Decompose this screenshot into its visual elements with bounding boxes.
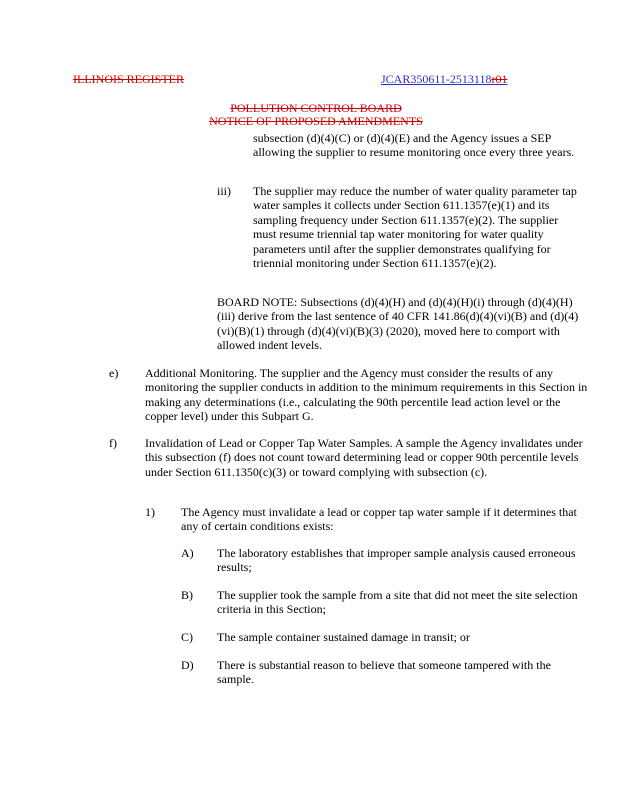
item-A-text: The laboratory establishes that improper sample analysis caused erroneous results; <box>217 546 576 575</box>
register-header: ILLINOIS REGISTER <box>73 72 184 86</box>
item-iii-text: The supplier may reduce the number of water quality parameter tap water samples it collects under Section 611.1357(e)(1) and its sampling frequency under Section 611.1357(e)(2). The supplier must resume triennial tap water monitoring for water quality parameters until after the supplier demonstrates qualifying for triennial monitoring under Section 611.1357(e)(2). <box>253 184 577 271</box>
item-f-text: Invalidation of Lead or Copper Tap Water Samples. A sample the Agency invalidates under this subsection (f) does not count toward determining lead or copper 90th percentile levels under Section 611.1350(c)(3) or toward complying with subsection (c). <box>145 436 583 479</box>
item-f1-label: 1) <box>145 505 155 519</box>
item-B-label: B) <box>181 588 193 602</box>
item-e-label: e) <box>109 366 119 380</box>
continued-paragraph: subsection (d)(4)(C) or (d)(4)(E) and the Agency issues a SEP allowing the supplier to resume monitoring once every three years. <box>253 131 575 160</box>
document-title-notice: NOTICE OF PROPOSED AMENDMENTS <box>209 114 423 128</box>
item-D-label: D) <box>181 658 194 672</box>
jcar-code-rev: r01 <box>491 72 508 86</box>
item-iii-label: iii) <box>217 184 231 198</box>
item-A-label: A) <box>181 546 194 560</box>
item-D-text: There is substantial reason to believe that someone tampered with the sample. <box>217 658 551 687</box>
board-note: BOARD NOTE: Subsections (d)(4)(H) and (d)(4)(H)(i) through (d)(4)(H)(iii) derive from the last sentence of 40 CFR 141.86(d)(4)(vi)(B) and (d)(4)(vi)(B)(1) through (d)(4)(vi)(B)(3) (2020), moved here to comport with allowed indent levels. <box>217 295 579 353</box>
item-f-label: f) <box>109 436 117 450</box>
jcar-code <box>381 72 507 87</box>
item-C-label: C) <box>181 630 193 644</box>
item-e-text: Additional Monitoring. The supplier and the Agency must consider the results of any monitoring the supplier conducts in addition to the minimum requirements in this Section in making any determinations (i.e., calculating the 90th percentile lead action level or the copper level) under this Subpart G. <box>145 366 588 424</box>
item-f1-text: The Agency must invalidate a lead or copper tap water sample if it determines that any of certain conditions exists: <box>181 505 577 534</box>
jcar-code-number: JCAR350611-2513118 <box>381 72 492 86</box>
document-title-board: POLLUTION CONTROL BOARD <box>230 101 402 115</box>
item-C-text: The sample container sustained damage in transit; or <box>217 630 470 644</box>
item-B-text: The supplier took the sample from a site that did not meet the site selection criteria in this Section; <box>217 588 578 617</box>
